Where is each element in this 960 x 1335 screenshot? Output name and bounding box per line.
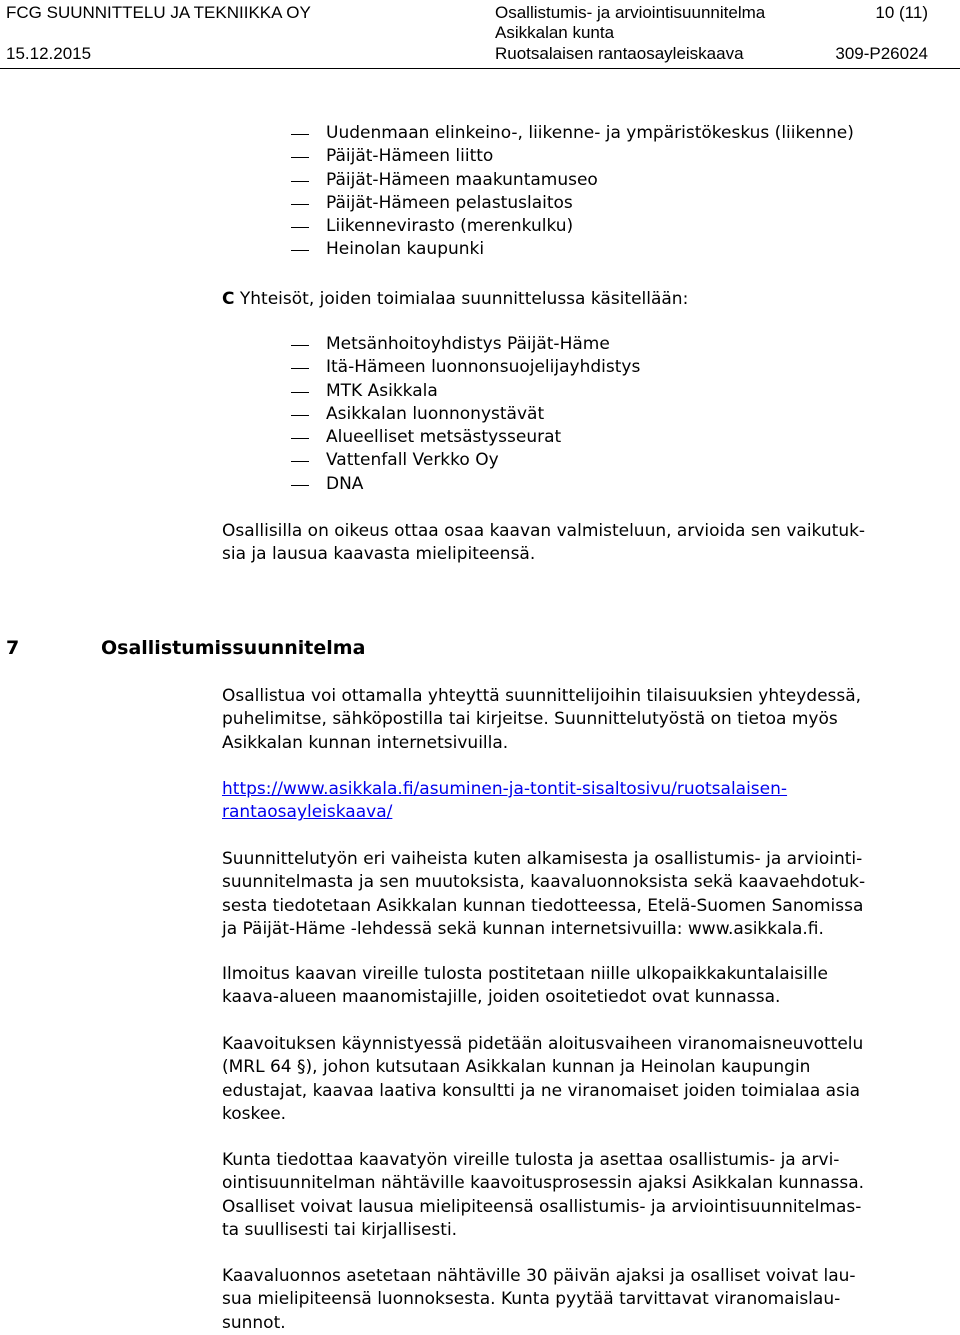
list-item: Asikkalan luonnonystävät bbox=[0, 403, 960, 426]
list-item: Itä-Hämeen luonnonsuojelijayhdistys bbox=[0, 356, 960, 379]
list-item: MTK Asikkala bbox=[0, 380, 960, 403]
list-item: Päijät-Hämeen maakuntamuseo bbox=[0, 169, 960, 192]
participation-paragraph: Osallistua voi ottamalla yhteyttä suunnittelijoihin tilaisuuksien yhteydessä, puhelimitse, sähköpostilla tai kirjeitse. Suunnittelutyöstä on tietoa myös Asikkalan kunnan internetsivuilla. bbox=[222, 686, 862, 753]
list-item: Päijät-Hämeen liitto bbox=[0, 145, 960, 168]
plan-name: Ruotsalaisen rantaosayleiskaava bbox=[495, 44, 744, 63]
communities-list bbox=[0, 333, 960, 496]
list-item: Liikennevirasto (merenkulku) bbox=[0, 215, 960, 238]
information-paragraph: Suunnittelutyön eri vaiheista kuten alkamisesta ja osallistumis- ja arviointi- suunnitelmasta ja sen muutoksista, kaavaluonnoksista sekä kaavaehdotuk- sesta tiedotetaan Asikkalan kunnan tiedotteessa, Etelä-Suomen Sanomissa ja Päijät-Häme -lehdessä sekä kunnan internetsivuilla: www.asikkala.fi. bbox=[222, 849, 866, 940]
notice-paragraph: Ilmoitus kaavan vireille tulosta postitetaan niille ulkopaikkakuntalaisille kaava-alueen maanomistajille, joiden osoitetiedot ovat kunnassa. bbox=[222, 964, 828, 1008]
dash-bullet bbox=[291, 345, 309, 346]
section-c-text: Yhteisöt, joiden toimialaa suunnittelussa käsitellään: bbox=[234, 289, 689, 309]
list-item: Päijät-Hämeen pelastuslaitos bbox=[0, 192, 960, 215]
section-c-heading bbox=[222, 288, 688, 311]
section-number: 7 bbox=[6, 637, 20, 659]
dash-bullet bbox=[291, 181, 309, 182]
dash-bullet bbox=[291, 485, 309, 486]
list-item: Vattenfall Verkko Oy bbox=[0, 449, 960, 472]
dash-bullet bbox=[291, 134, 309, 135]
authorities-list bbox=[0, 122, 960, 262]
website-link-line[interactable]: rantaosayleiskaava/ bbox=[222, 802, 393, 823]
dash-bullet bbox=[291, 204, 309, 205]
website-link-line[interactable]: https://www.asikkala.fi/asuminen-ja-tontit-sisaltosivu/ruotsalaisen- bbox=[222, 779, 788, 799]
section-title: Osallistumissuunnitelma bbox=[101, 637, 366, 659]
dash-bullet bbox=[291, 157, 309, 158]
document-title: Osallistumis- ja arviointisuunnitelma bbox=[495, 3, 766, 22]
company-name: FCG SUUNNITTELU JA TEKNIIKKA OY bbox=[6, 3, 311, 22]
list-item: DNA bbox=[0, 473, 960, 496]
dash-bullet bbox=[291, 438, 309, 439]
dash-bullet bbox=[291, 227, 309, 228]
list-item: Heinolan kaupunki bbox=[0, 238, 960, 261]
list-item: Metsänhoitoyhdistys Päijät-Häme bbox=[0, 333, 960, 356]
document-date: 15.12.2015 bbox=[6, 44, 92, 63]
section-letter: C bbox=[222, 289, 235, 309]
list-item: Uudenmaan elinkeino-, liikenne- ja ympäristökeskus (liikenne) bbox=[0, 122, 960, 145]
dash-bullet bbox=[291, 250, 309, 251]
list-item: Alueelliset metsästysseurat bbox=[0, 426, 960, 449]
draft-paragraph: Kaavaluonnos asetetaan nähtäville 30 päivän ajaksi ja osalliset voivat lau- sua mielipiteensä luonnoksesta. Kunta pyytää tarvittavat viranomaislau- sunnot. bbox=[222, 1266, 856, 1333]
website-link[interactable] bbox=[222, 778, 955, 825]
document-code: 309-P26024 bbox=[835, 44, 928, 63]
dash-bullet bbox=[291, 368, 309, 369]
publication-paragraph: Kunta tiedottaa kaavatyön vireille tulosta ja asettaa osallistumis- ja arvi- ointisuunnitelman nähtäville kaavoitusprosessin ajaksi Asikkalan kunnassa. Osalliset voivat lausua mielipiteensä osallistumis- ja arviointisuunnitelmas- ta suullisesti tai kirjallisesti. bbox=[222, 1150, 865, 1241]
dash-bullet bbox=[291, 392, 309, 393]
municipality-name: Asikkalan kunta bbox=[495, 23, 615, 42]
header-divider bbox=[0, 68, 960, 69]
rights-paragraph: Osallisilla on oikeus ottaa osaa kaavan valmisteluun, arvioida sen vaikutuk- sia ja lausua kaavasta mielipiteensä. bbox=[222, 521, 866, 565]
page-number: 10 (11) bbox=[875, 3, 928, 22]
dash-bullet bbox=[291, 415, 309, 416]
dash-bullet bbox=[291, 461, 309, 462]
negotiation-paragraph: Kaavoituksen käynnistyessä pidetään aloitusvaiheen viranomaisneuvottelu (MRL 64 §), johon kutsutaan Asikkalan kunnan ja Heinolan kaupungin edustajat, kaavaa laativa konsultti ja ne viranomaiset joiden toimialaa asia koskee. bbox=[222, 1034, 864, 1125]
